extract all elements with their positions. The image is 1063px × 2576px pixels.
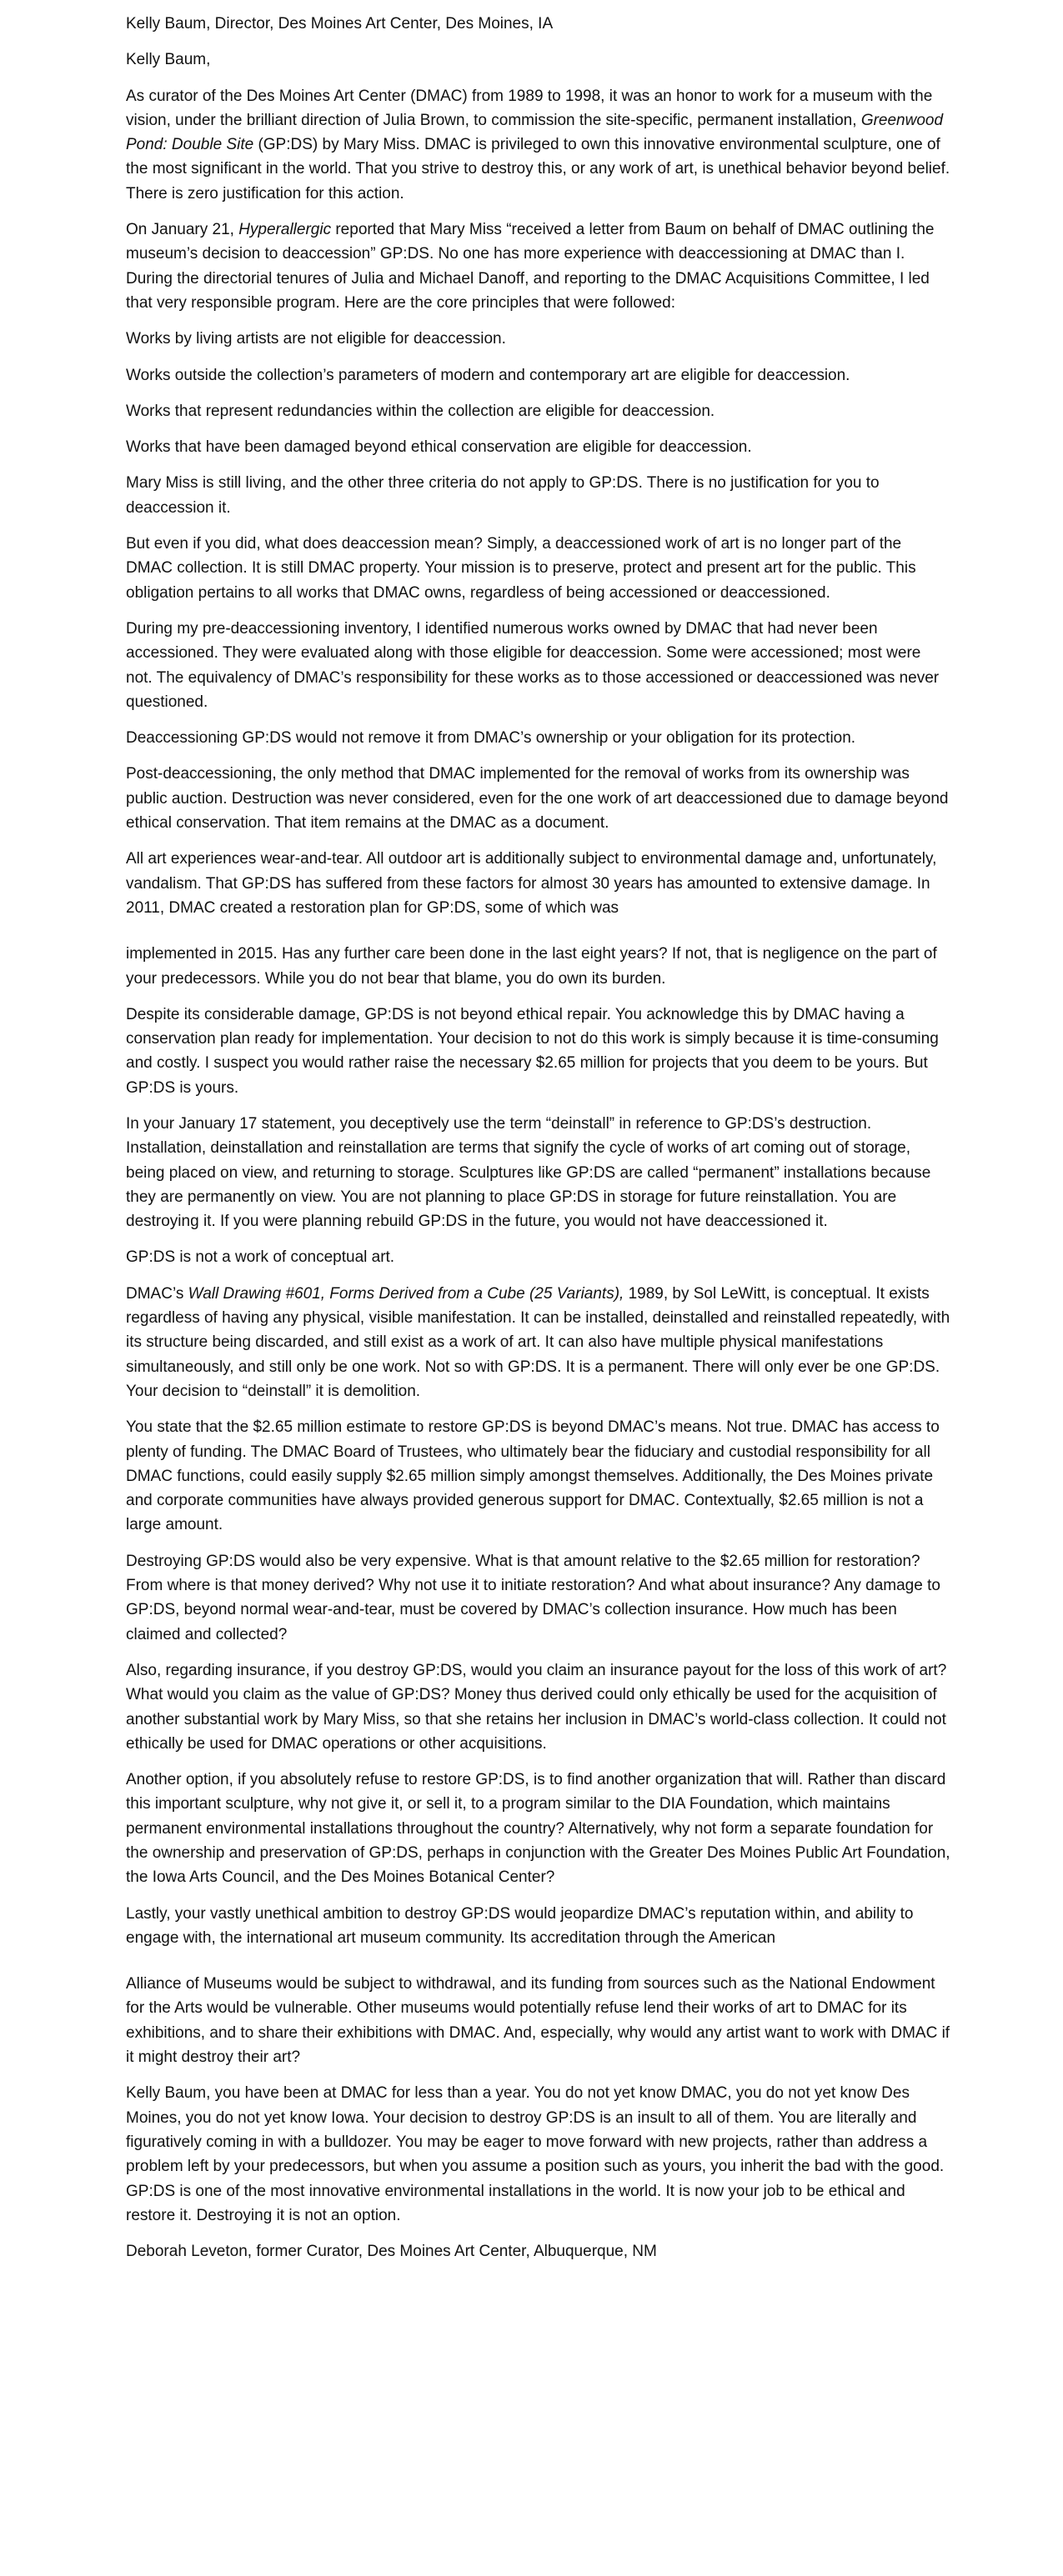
paragraph-reputation-continued: Alliance of Museums would be subject to withdrawal, and its funding from sources such as the National Endowment for the Arts would be vulnerable. Other museums would potentially refuse lend their works of art to DMAC for its exhibitions, and to share their exhibitions with DMAC. And, especially, why would any artist want to work with DMAC if it might destroy their art? — [126, 1975, 950, 2067]
paragraph-lewitt — [126, 1282, 951, 1403]
paragraph-another-option: Another option, if you absolutely refuse to restore GP:DS, is to find another organization that will. Rather than discard this important sculpture, why not give it, or sell it, to a program similar to the DIA Foundation, which maintains permanent environmental installations throughout the country? Alternatively, why not form a separate foundation for the ownership and preservation of GP:DS, perhaps in conjunction with the Greater Des Moines Public Art Foundation, the Iowa Arts Council, and the Des Moines Botanical Center? — [126, 1771, 950, 1887]
principle-item: Works that have been damaged beyond ethical conservation are eligible for deaccession. — [126, 438, 752, 457]
paragraph-inventory: During my pre-deaccessioning inventory, I identified numerous works owned by DMAC that had never been accessioned. They were evaluated along with those eligible for deaccession. Some were accessioned; most were not. The equivalency of DMAC’s responsibility for these works as to those accessioned or deaccessioned was never questioned. — [126, 619, 940, 711]
paragraph-wear-and-tear-continued: implemented in 2015. Has any further care been done in the last eight years? If not, that is negligence on the part of your predecessors. While you do not bear that blame, you do own its burden. — [126, 945, 937, 988]
principle-item: Works outside the collection’s parameters of modern and contemporary art are eligible for deaccession. — [126, 366, 850, 384]
paragraph-hyperallergic — [126, 218, 951, 315]
paragraph-intro — [126, 84, 951, 206]
paragraph-hyperallergic-text-a: On January 21, — [126, 221, 239, 239]
paragraph-ethical-repair: Despite its considerable damage, GP:DS is not beyond ethical repair. You acknowledge this by DMAC having a conservation plan ready for implementation. Your decision to not do this work is simply because it is time-consuming and costly. I suspect you would rather raise the necessary $2.65 million for projects that you deem to be yours. But GP:DS is yours. — [126, 1005, 939, 1097]
paragraph-funding: You state that the $2.65 million estimate to restore GP:DS is beyond DMAC’s means. Not true. DMAC has access to plenty of funding. The DMAC Board of Trustees, who ultimately bear the fiduciary and custodial responsibility for all DMAC functions, could easily supply $2.65 million simply amongst themselves. Additionally, the Des Moines private and corporate communities have always provided generous support for DMAC. Contextually, $2.65 million is not a large amount. — [126, 1418, 940, 1534]
paragraph-cost: Destroying GP:DS would also be very expensive. What is that amount relative to the $2.65 million for restoration? From where is that money derived? Why not use it to initiate restoration? And what about insurance? Any damage to GP:DS, beyond normal wear-and-tear, must be covered by DMAC’s collection insurance. How much has been claimed and collected? — [126, 1552, 940, 1643]
paragraph-auction: Post-deaccessioning, the only method that DMAC implemented for the removal of works from its ownership was public auction. Destruction was never considered, even for the one work of art deaccessioned due to damage beyond ethical conservation. That item remains at the DMAC as a document. — [126, 765, 949, 833]
paragraph-insurance: Also, regarding insurance, if you destroy GP:DS, would you claim an insurance payout for the loss of this work of art? What would you claim as the value of GP:DS? Money thus derived could only ethically be used for the acquisition of another substantial work by Mary Miss, so that she retains her inclusion in DMAC’s world-class collection. It could not ethically be used for DMAC operations or other acquisitions. — [126, 1661, 947, 1753]
paragraph-living-artist: Mary Miss is still living, and the other three criteria do not apply to GP:DS. There is no justification for you to deaccession it. — [126, 474, 880, 517]
lewitt-title: Wall Drawing #601, Forms Derived from a Cube (25 Variants), — [188, 1284, 624, 1303]
paragraph-intro-text-b: (GP:DS) by Mary Miss. DMAC is privileged to own this innovative environmental sculpture, one of the most significant in the world. That you strive to destroy this, or any work of art, is unethical behavior beyond belief. There is zero justification for this action. — [126, 136, 950, 203]
paragraph-deaccession-meaning: But even if you did, what does deaccession mean? Simply, a deaccessioned work of art is no longer part of the DMAC collection. It is still DMAC property. Your mission is to preserve, protect and present art for the public. This obligation pertains to all works that DMAC owns, regardless of being accessioned or deaccessioned. — [126, 535, 916, 602]
salutation: Kelly Baum, — [126, 51, 211, 69]
paragraph-intro-text-a: As curator of the Des Moines Art Center (DMAC) from 1989 to 1998, it was an honor to work for a museum with the vision, under the brilliant direction of Julia Brown, to commission the site-specific, permanent installation, — [126, 87, 933, 129]
principle-item: Works by living artists are not eligible for deaccession. — [126, 330, 506, 348]
paragraph-wear-and-tear: All art experiences wear-and-tear. All outdoor art is additionally subject to environmental damage and, unfortunately, vandalism. That GP:DS has suffered from these factors for almost 30 years has amounted to extensive damage. In 2011, DMAC created a restoration plan for GP:DS, some of which was — [126, 850, 937, 917]
publication-name: Hyperallergic — [238, 221, 332, 239]
paragraph-ownership: Deaccessioning GP:DS would not remove it from DMAC’s ownership or your obligation for its protection. — [126, 729, 856, 748]
artwork-title: Greenwood Pond: Double Site — [126, 111, 944, 154]
paragraph-lewitt-text-b: 1989, by Sol LeWitt, is conceptual. It exists regardless of having any physical, visible manifestation. It can be installed, deinstalled and reinstalled repeatedly, with its structure being discarded, and still exist as a work of art. It can also have multiple physical manifestations simultaneously, and still only be one work. Not so with GP:DS. It is a permanent. There will only ever be one GP:DS. Your decision to “deinstall” it is demolition. — [126, 1284, 950, 1400]
principle-item: Works that represent redundancies within the collection are eligible for deaccession. — [126, 402, 715, 420]
signature-line: Deborah Leveton, former Curator, Des Moines Art Center, Albuquerque, NM — [126, 2243, 657, 2261]
paragraph-deinstall: In your January 17 statement, you deceptively use the term “deinstall” in reference to GP:DS’s destruction. Installation, deinstallation and reinstallation are terms that signify the cycle of works of art coming out of storage, being placed on view, and returning to storage. Sculptures like GP:DS are called “permanent” installations because they are permanently on view. You are not planning to place GP:DS in storage for future reinstallation. You are destroying it. If you were planning rebuild GP:DS in the future, you would not have deaccessioned it. — [126, 1114, 931, 1231]
paragraph-not-conceptual: GP:DS is not a work of conceptual art. — [126, 1248, 395, 1267]
paragraph-closing: Kelly Baum, you have been at DMAC for less than a year. You do not yet know DMAC, you do not yet know Des Moines, you do not yet know Iowa. Your decision to destroy GP:DS is an insult to all of them. You are literally and figuratively coming in with a bulldozer. You may be eager to move forward with new projects, rather than address a problem left by your predecessors, but when you assume a position such as yours, you inherit the bad with the good. GP:DS is one of the most innovative environmental installations in the world. It is now your job to be ethical and restore it. Destroying it is not an option. — [126, 2084, 945, 2224]
paragraph-hyperallergic-text-b: reported that Mary Miss “received a letter from Baum on behalf of DMAC outlining the museum’s decision to deaccession” GP:DS. No one has more experience with deaccessioning at DMAC than I. During the directorial tenures of Julia and Michael Danoff, and reporting to the DMAC Acquisitions Committee, I led that very responsible program. Here are the core principles that were followed: — [126, 221, 935, 312]
paragraph-reputation: Lastly, your vastly unethical ambition to destroy GP:DS would jeopardize DMAC’s reputation within, and ability to engage with, the international art museum community. Its accreditation through the American — [126, 1904, 914, 1947]
addressee-line: Kelly Baum, Director, Des Moines Art Center, Des Moines, IA — [126, 15, 554, 33]
paragraph-lewitt-text-a: DMAC’s — [126, 1284, 188, 1303]
letter-document — [126, 12, 951, 2275]
